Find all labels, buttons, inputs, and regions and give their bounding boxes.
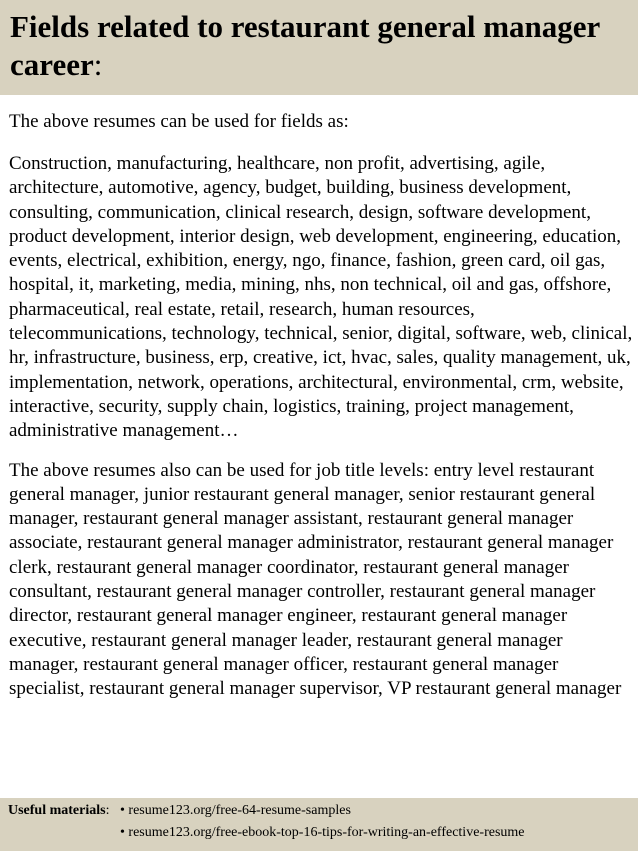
page-title-text: Fields related to restaurant general manager career (10, 9, 600, 82)
title-banner (0, 0, 638, 95)
ebook-tips-link[interactable]: • resume123.org/free-ebook-top-16-tips-for-writing-an-effective-resume (120, 825, 525, 840)
body-content (9, 110, 634, 798)
footer-row-1 (8, 800, 638, 822)
useful-materials-footer (0, 798, 638, 851)
resume-samples-link[interactable]: • resume123.org/free-64-resume-samples (120, 803, 351, 818)
useful-materials-colon: : (105, 803, 110, 818)
useful-materials-label: Useful materials (8, 803, 106, 818)
intro-text: The above resumes can be used for fields as: (9, 111, 349, 132)
page-title (10, 8, 628, 84)
fields-paragraph: Construction, manufacturing, healthcare, non profit, advertising, agile, architecture, automotive, agency, budget, building, business development, consulting, communication, clinical research, design, software development, product development, interior design, web development, engineering, education, events, electrical, exhibition, energy, ngo, finance, fashion, green card, oil gas, hospital, it, marketing, media, mining, nhs, non technical, oil and gas, offshore, pharmaceutical, real estate, retail, research, human resources, telecommunications, technology, technical, senior, digital, software, web, clinical, hr, infrastructure, business, erp, creative, ict, hvac, sales, quality management, uk, implementation, network, operations, architectural, environmental, crm, website, interactive, security, supply chain, logistics, training, project management, administrative management… (9, 153, 633, 442)
job-levels-paragraph: The above resumes also can be used for job title levels: entry level restaurant general manager, junior restaurant general manager, senior restaurant general manager, restaurant general manager assistant, restaurant general manager associate, restaurant general manager administrator, restaurant general manager clerk, restaurant general manager coordinator, restaurant general manager consultant, restaurant general manager controller, restaurant general manager director, restaurant general manager engineer, restaurant general manager executive, restaurant general manager leader, restaurant general manager manager, restaurant general manager officer, restaurant general manager specialist, restaurant general manager supervisor, VP restaurant general manager (9, 459, 622, 700)
page-title-colon: : (93, 47, 103, 82)
footer-row-2 (8, 822, 638, 844)
